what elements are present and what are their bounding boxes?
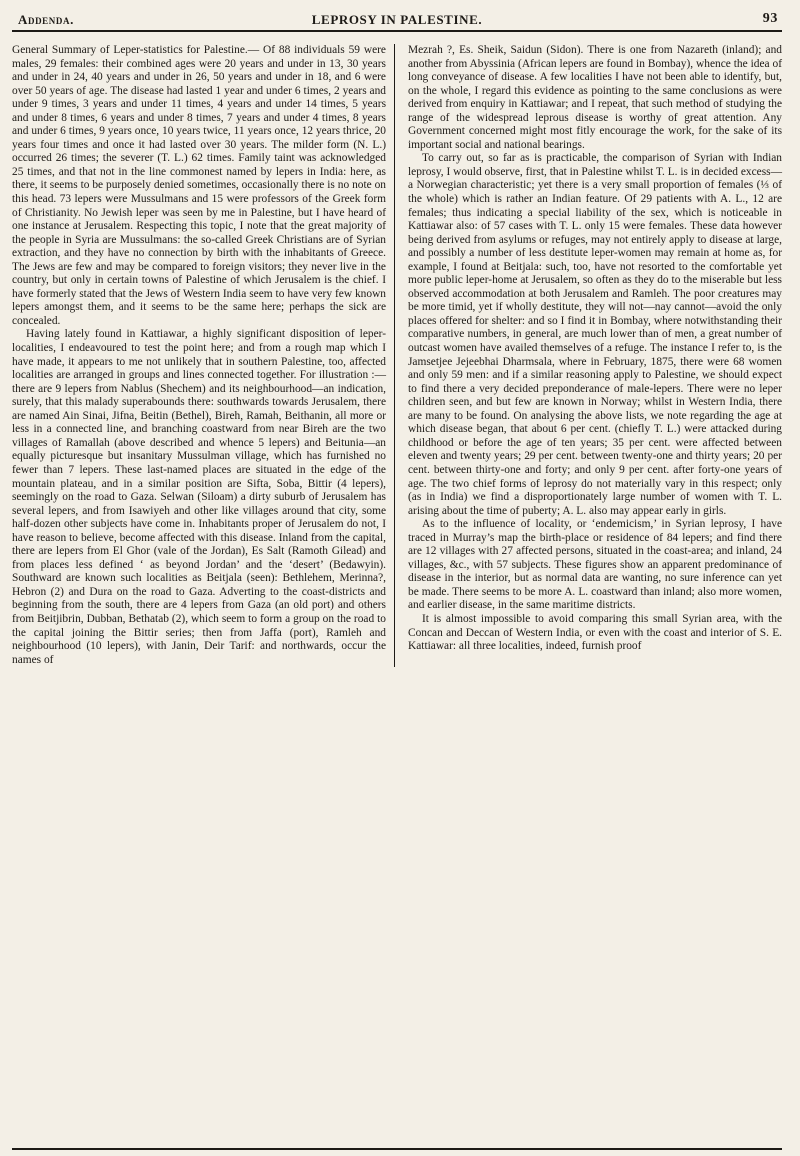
left-column xyxy=(12,44,395,667)
paragraph: As to the influence of locality, or ‘endemicism,’ in Syrian leprosy, I have traced in Murray’s map the birth-place or residence of 84 lepers; and find there are 12 villages with 27 affected persons, situated in the coast-area; and inland, 24 villages, &c., with 57 subjects. These figures show an apparent predominance of disease in the interior, but as normal data are wanting, no sure inference can yet be made. There seems to be more A. L. coastward than inland; also more women, and earlier disease, in the same maritime districts. xyxy=(408,518,782,612)
text-columns xyxy=(12,44,782,667)
page-number: 93 xyxy=(762,11,778,26)
paragraph: It is almost impossible to avoid comparing this small Syrian area, with the Concan and Deccan of Western India, or even with the coast and interior of S. E. Kattiawar: all three localities, indeed, furnish proof xyxy=(408,612,782,653)
bottom-rule xyxy=(12,1148,782,1150)
paragraph: Mezrah ?, Es. Sheik, Saidun (Sidon). There is one from Nazareth (inland); and another from Abyssinia (African lepers are found in Bombay), whence the idea of long conveyance of disease. A few localities I have not been able to identify, but, on the whole, I regard this evidence as pointing to the same conclusions as were derived from enquiry in Kattiawar; and I repeat, that such method of studying the range of the widespread leprous disease is worthy of great attention. Any Government concerned might most fitly encourage the work, for the sake of its important social and national bearings. xyxy=(408,44,782,151)
paragraph: Having lately found in Kattiawar, a highly significant disposition of leper-localities, I endeavoured to test the point here; and from a rough map which I have made, it appears to me not unlikely that in southern Palestine, too, affected localities are arranged in groups and lines connected together. For illustration :—there are 9 lepers from Nablus (Shechem) and its neighbourhood—an indication, surely, that this malady superabounds there: southwards towards Jerusalem, there are named Ain Sinai, Jifna, Beitin (Bethel), Bireh, Ramah, Beithanin, all more or less in a connected line, and branching coastward from near Bireh are the two villages of Ramallah (above described and whence 5 lepers) and Beitunia—an equally picturesque but insanitary Mussulman village, which has furnished no fewer than 7 lepers. These last-named places are situated in the edge of the mountain plateau, and in a similar position are Sifta, Soba, Bittir (4 lepers), seemingly on the road to Gaza. Selwan (Siloam) a dirty suburb of Jerusalem has several lepers, and from Isawiyeh and other like villages around that city, some half-dozen other subjects have come in. Inhabitants proper of Jerusalem do not, I have reason to believe, become affected with this disease. Inland from the capital, there are lepers from El Ghor (vale of the Jordan), Es Salt (Ramoth Gilead) and from places less defined ‘ as beyond Jordan’ and the ‘desert’ (Bedawyin). Southward are known such localities as Beitjala (seen): Bethlehem, Merinna?, Hebron (2) and Dura on the road to Gaza. Adverting to the coast-districts and beginning from the south, there are 4 lepers from Gaza (an old port) and others from Beitjibrin, Dubban, Bethatab (2), which seem to form a group on the road to the capital joining the Bittir series; then from Jaffa (port), Ramleh and neighbourhood (10 lepers), with Janin, Deir Tarif: and northwards, occur the names of xyxy=(12,328,386,666)
section-title: Addenda. xyxy=(18,12,74,27)
paragraph: General Summary of Leper-statistics for Palestine.— Of 88 individuals 59 were males, 29 females: their combined ages were 20 years and under in 13, 30 years and under in 24, 40 years and under in 26, 50 years and under in 18, and 6 were over 50 years of age. The disease had lasted 1 year and under 6 times, 2 years and under 9 times, 3 years and under 11 times, 4 years and under 14 times, 5 years and under 8 times, 6 years and under 8 times, 7 years and under 4 times, 8 years and under 6 times, 9 years once, 10 years twice, 11 years once, 12 years thrice, 20 years four times and once it had lasted over 30 years. The milder form (N. L.) occurred 26 times; the severer (T. L.) 62 times. Family taint was acknowledged 25 times, and that not in the line commonest named by lepers in India: here, as there, it seems to be purposely denied sometimes, occasionally there is no note on this head. 73 lepers were Mussulmans and 15 were professors of the Greek form of Christianity. No Jewish leper was seen by me in Palestine, but I have heard of one instance at Jerusalem. Respecting this topic, I note that the great majority of the people in Syria are Mussulmans: the so-called Greek Christians are of Syrian extraction, and they have no connection by birth with the inhabitants of Greece. The Jews are few and may be compared to foreign visitors; they never live in the country, but only in certain towns of Palestine of which Jerusalem is the chief. I have formerly stated that the Jews of Western India seem to have very few known lepers amongst them, and it seems to be the same here; perhaps the sick are concealed. xyxy=(12,44,386,327)
running-header xyxy=(12,8,782,32)
right-column xyxy=(404,44,782,667)
paragraph: To carry out, so far as is practicable, the comparison of Syrian with Indian leprosy, I would observe, first, that in Palestine whilst T. L. is in decided excess—a Norwegian characteristic; yet there is a very small proportion of females (⅓ of the whole) which is rather an Indian feature. Of 29 patients with A. L., 12 are females; thus indicating a special liability of the sex, which is noticeable in Kattiawar also: of 57 cases with T. L. only 15 were females. These data however being derived from asylums or refuges, may not entirely apply to disease at large, and possibly a number of less destitute leper-women may remain at home as, for example, I found at Beitjala: such, too, have not resorted to the comfortable yet more public leper-home at Jerusalem, so often as they do to the miserable but less observed accommodation at both Jerusalem and Ramleh. The poor creatures may be more timid, yet if wholly destitute, they will not—nay cannot—avoid the only places offered for shelter: and so I find it in Bombay, where notwithstanding their comparative numbers, in general, are much lower than of men, a great number of outcast women have availed themselves of a refuge. The instance I refer to, is the Jamsetjee Jejeebhai Dharmsala, where in February, 1875, there were 68 women and only 59 men: and if a similar reasoning apply to Palestine, we should expect to find there a very decided preponderance of male-lepers. There were no leper children seen, and but few are known in Norway; whilst in Western India, there are many to be found. On analysing the above lists, we note regarding the age at which disease began, that about 6 per cent. (chiefly T. L.) were attacked during childhood or before the age of ten years; 35 per cent. were affected between eleven and twenty years; 29 per cent. between twenty-one and thirty years; 20 per cent. between thirty-one and forty; and only 9 per cent. after forty-one years of age. The two chief forms of leprosy do not materially vary in this respect; only (as in India) we find a disproportionately large number of women with T. L. arising about the time of puberty; A. L. also may appear early in girls. xyxy=(408,152,782,517)
page-title: LEPROSY IN PALESTINE. xyxy=(311,12,483,27)
